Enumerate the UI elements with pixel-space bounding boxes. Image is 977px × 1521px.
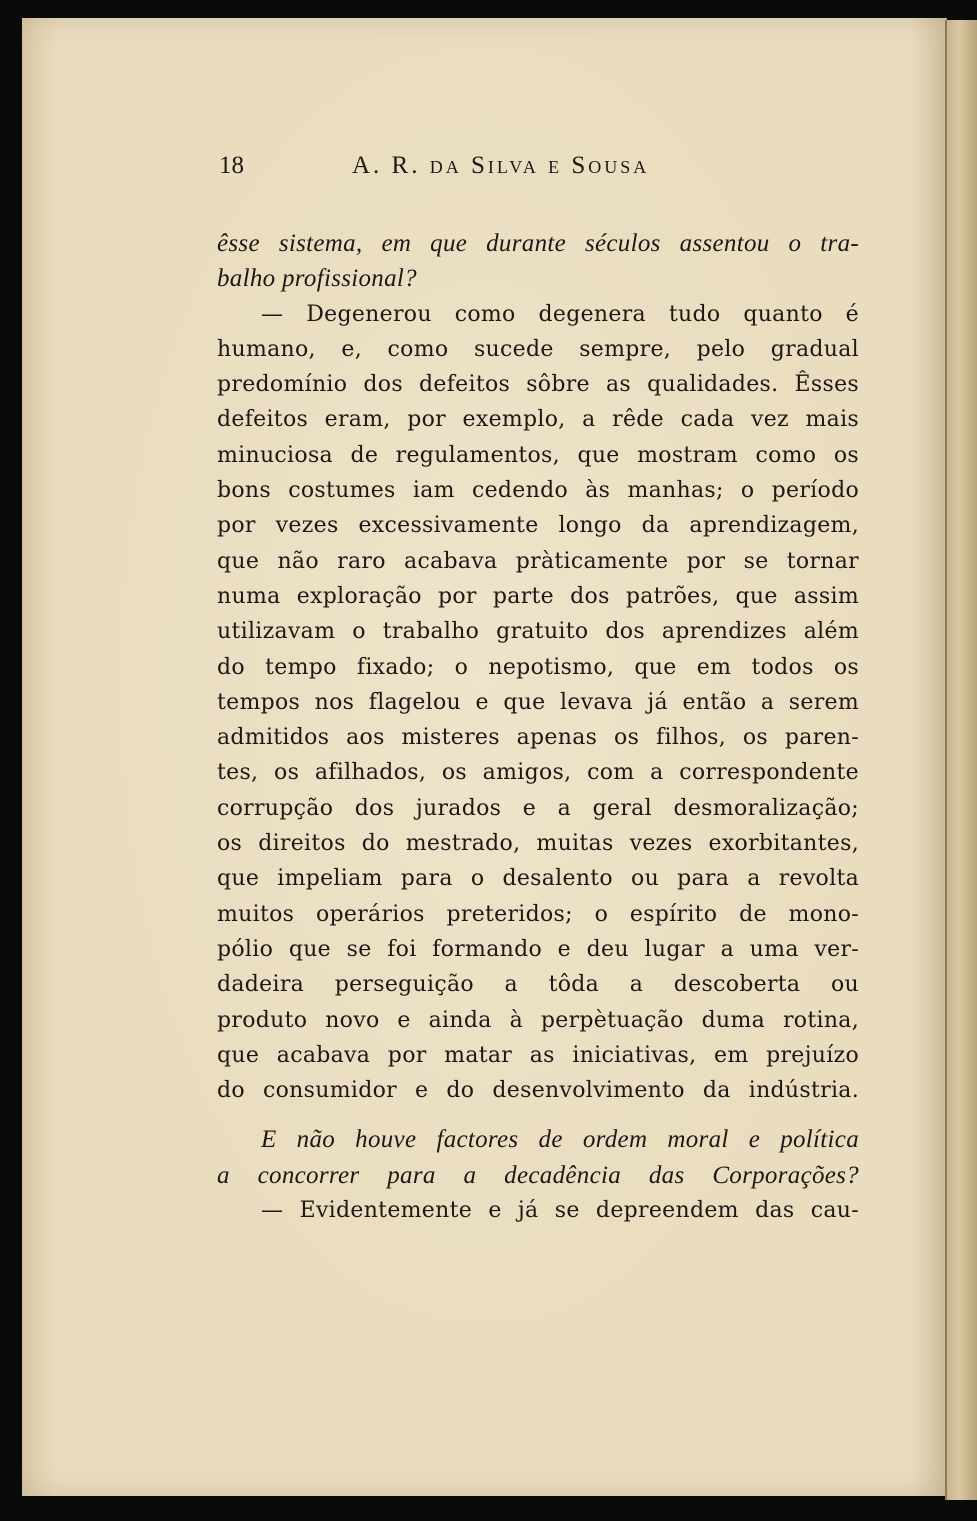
answer-paragraph-2 bbox=[217, 1193, 859, 1228]
body-text bbox=[217, 226, 859, 1228]
text-line: que impeliam para o desalento ou para a revolta bbox=[217, 866, 859, 892]
page-number: 18 bbox=[219, 152, 244, 179]
text-line: os direitos do mestrado, muitas vezes exorbitantes, bbox=[217, 831, 859, 857]
text-line: — Degenerou como degenera tudo quanto é bbox=[261, 301, 859, 327]
page-header bbox=[219, 152, 859, 186]
text-line: admitidos aos misteres apenas os filhos, os paren- bbox=[217, 725, 859, 751]
question-paragraph-2 bbox=[217, 1122, 859, 1193]
text-line: êsse sistema, em que durante séculos assentou o tra- bbox=[217, 230, 859, 257]
text-line: balho profissional? bbox=[217, 265, 417, 293]
text-line: por vezes excessivamente longo da aprendizagem, bbox=[217, 513, 859, 539]
paragraph-gap bbox=[217, 1108, 859, 1122]
text-line: bons costumes iam cedendo às manhas; o período bbox=[217, 478, 859, 504]
text-line: tempos nos flagelou e que levava já então a serem bbox=[217, 689, 859, 715]
text-line: produto novo e ainda à perpètuação duma rotina, bbox=[217, 1007, 859, 1033]
text-line: que não raro acabava pràticamente por se tornar bbox=[217, 548, 859, 574]
text-line: a concorrer para a decadência das Corporações? bbox=[217, 1161, 859, 1189]
running-head: A. R. da Silva e Sousa bbox=[352, 152, 650, 179]
text-line: do tempo fixado; o nepotismo, que em todos os bbox=[217, 654, 859, 680]
text-line: do consumidor e do desenvolvimento da indústria. bbox=[217, 1078, 859, 1104]
question-paragraph-1 bbox=[217, 226, 859, 297]
text-line: tes, os afilhados, os amigos, com a correspondente bbox=[217, 760, 859, 786]
text-line: E não houve factores de ordem moral e política bbox=[261, 1126, 859, 1154]
text-line: defeitos eram, por exemplo, a rêde cada vez mais bbox=[217, 407, 859, 433]
text-line: numa exploração por parte dos patrões, que assim bbox=[217, 583, 859, 609]
answer-paragraph-1 bbox=[217, 297, 859, 1109]
text-line: dadeira perseguição a tôda a descoberta ou bbox=[217, 972, 859, 998]
text-line: pólio que se foi formando e deu lugar a uma ver- bbox=[217, 936, 859, 962]
text-line: utilizavam o trabalho gratuito dos aprendizes além bbox=[217, 619, 859, 645]
text-line: que acabava por matar as iniciativas, em prejuízo bbox=[217, 1042, 859, 1068]
text-line: corrupção dos jurados e a geral desmoralização; bbox=[217, 795, 859, 821]
text-line: — Evidentemente e já se depreendem das cau- bbox=[261, 1198, 859, 1224]
text-line: minuciosa de regulamentos, que mostram como os bbox=[217, 442, 859, 468]
page-edge bbox=[947, 20, 977, 1500]
text-line: muitos operários preteridos; o espírito de mono- bbox=[217, 901, 859, 927]
text-line: predomínio dos defeitos sôbre as qualidades. Êsses bbox=[217, 372, 859, 398]
text-line: humano, e, como sucede sempre, pelo gradual bbox=[217, 336, 859, 362]
